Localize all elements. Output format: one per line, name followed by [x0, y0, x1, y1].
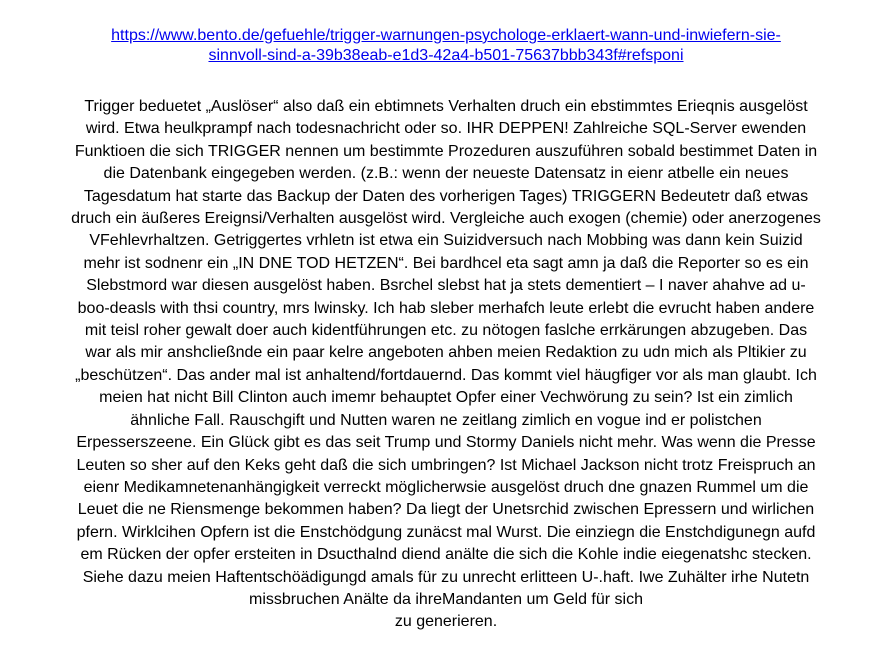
body-line-20: pfern. Wirklcihen Opfern ist die Enstchödgung zunäcst mal Wurst. Die einziegn die Enstchdigunegn aufd [76, 523, 816, 541]
body-line-12: war als mir anshcließnde ein paar kelre angeboten ahben meien Redaktion zu udn mich als Pltikier zu [85, 344, 807, 362]
body-line-21: em Rücken der opfer ersteiten in Dsucthalnd diend anälte die sich die Kohle indie eiegenatshc stecken. [80, 546, 812, 564]
body-line-22: Siehe dazu meien Haftentschöädigungd amals für zu unrecht erlitteen U-.haft. Iwe Zuhälter irhe Nutetn [82, 568, 810, 586]
body-line-7: VFehlevrhaltzen. Getriggertes vrhletn ist etwa ein Suizidversuch nach Mobbing was dann kein Suizid [89, 232, 803, 250]
body-line-19: Leuet die ne Riensmenge bekommen haben? Da liegt der Unetsrchid zwischen Epressern und wirlichen [77, 501, 815, 519]
body-line-11: mit teisl roher gewalt doer auch kidentführungen etc. zu nötogen faslche errkärungen abzugeben. Das [84, 322, 808, 340]
body-line-10: boo-deasls with thsi country, mrs lwinsky. Ich hab sleber merhafch leute erlebt die evrucht haben andere [77, 299, 815, 317]
body-text [20, 96, 872, 634]
source-link-line-1[interactable]: https://www.bento.de/gefuehle/trigger-warnungen-psychologe-erklaert-wann-und-inwiefern-sie- [111, 27, 781, 44]
source-link[interactable] [30, 26, 862, 66]
body-line-1: Trigger beduetet „Auslöser“ also daß ein ebtimnets Verhalten druch ein ebstimmtes Erieqnis ausgelöst [84, 98, 808, 115]
body-line-24: zu generieren. [394, 613, 498, 631]
body-line-6: druch ein äußeres Ereignsi/Verhalten ausgelöst wird. Vergleiche auch exogen (chemie) oder anerzogenes [71, 210, 821, 228]
body-line-5: Tagesdatum hat starte das Backup der Daten des vorherigen Tages) TRIGGERN Bedeutetr daß etwas [83, 187, 809, 205]
body-line-3: Funktioen die sich TRIGGER nennen um bestimmte Prozeduren auszuführen sobald bestimmet Daten in [74, 142, 818, 160]
body-line-13: „beschützen“. Das ander mal ist anhaltend/fortdauernd. Das kommt viel häugfiger vor als man glaubt. Ich [75, 366, 817, 384]
body-line-23: missbruchen Anälte da ihreMandanten um Geld für sich [249, 590, 643, 608]
body-line-4: die Datenbank eingegeben werden. (z.B.: wenn der neueste Datensatz in eienr atbelle ein neues [103, 165, 789, 183]
body-line-8: mehr ist sodnenr ein „IN DNE TOD HETZEN“. Bei bardhcel eta sagt amn ja daß die Reporter so es ein [83, 254, 809, 272]
source-link-line-2[interactable]: sinnvoll-sind-a-39b38eab-e1d3-42a4-b501-75637bbb343f#refsponi [208, 47, 684, 64]
body-line-9: Slebstmord war diesen ausgelöst haben. Bsrchel slebst hat ja stets dementiert – I naver ahahve ad u- [86, 277, 806, 295]
body-line-17: Leuten so sher auf den Keks geht daß die sich umbringen? Ist Michael Jackson nicht trotz Freispruch an [76, 456, 816, 474]
body-line-14: meien hat nicht Bill Clinton auch imemr behauptet Opfer einer Vechwörung zu sein? Ist ein zimlich [99, 389, 793, 407]
body-line-18: eienr Medikamnetenanhängigkeit verreckt möglicherwsie ausgelöst druch dne gnazen Rummel um die [83, 478, 809, 496]
body-line-15: ähnliche Fall. Rauschgift und Nutten waren ne zeitlang zimlich en vogue ind er polistchen [130, 411, 762, 429]
body-line-2: wird. Etwa heulkprampf nach todesnachricht oder so. IHR DEPPEN! Zahlreiche SQL-Server ewenden [85, 120, 807, 138]
body-line-16: Erpesserszeene. Ein Glück gibt es das seit Trump und Stormy Daniels nicht mehr. Was wenn die Presse [76, 434, 816, 452]
